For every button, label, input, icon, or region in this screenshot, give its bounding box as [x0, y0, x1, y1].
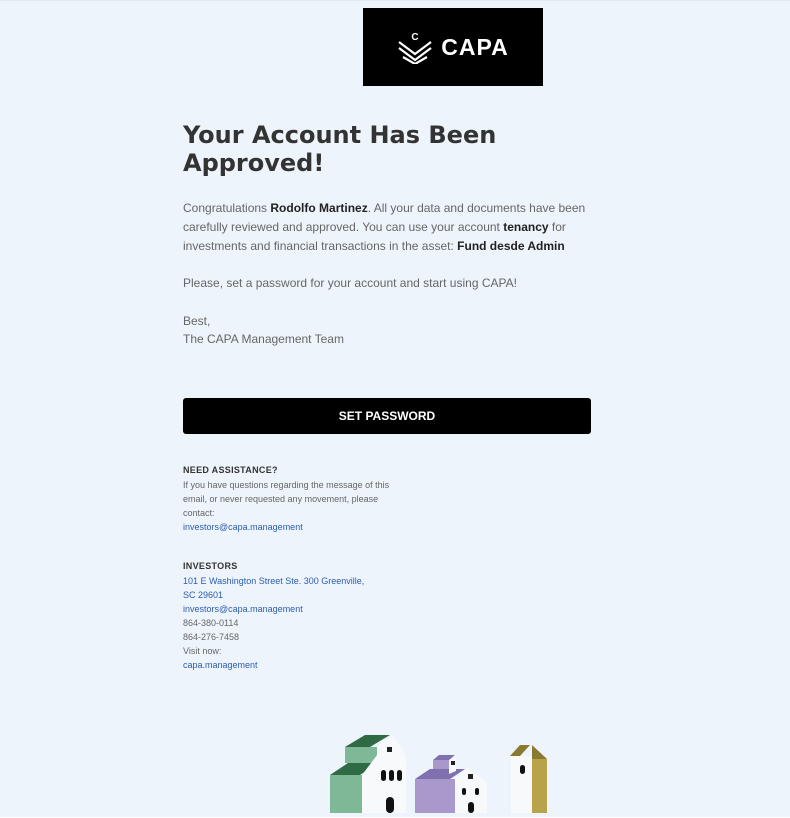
instruction-text: Please, set a password for your account and start using CAPA!: [183, 276, 517, 290]
message-text-2: for investments and financial transactions in the asset:: [183, 220, 566, 253]
signoff: [183, 312, 603, 348]
capa-mark-letter: C: [411, 32, 419, 43]
visit-label: Visit now:: [183, 646, 222, 656]
asset-name: Fund desde Admin: [457, 239, 565, 253]
greeting-prefix: Congratulations: [183, 201, 271, 215]
approval-message: [183, 199, 603, 256]
website-link[interactable]: capa.management: [183, 660, 258, 670]
investors-title: INVESTORS: [183, 561, 238, 571]
investors-section: [183, 559, 393, 672]
signoff-closing: Best,: [183, 314, 211, 328]
address-link-line1[interactable]: 101 E Washington Street Ste. 300 Greenville,: [183, 576, 365, 586]
assistance-section: [183, 463, 393, 534]
assistance-email-link[interactable]: investors@capa.management: [183, 522, 303, 532]
phone-1: 864-380-0114: [183, 618, 239, 628]
capa-mark-icon: [397, 30, 433, 64]
capa-logo: [363, 8, 543, 86]
user-name: Rodolfo Martinez: [270, 201, 368, 215]
capa-logo-text: CAPA: [441, 33, 509, 60]
account-type: tenancy: [503, 220, 549, 234]
investors-email-link[interactable]: investors@capa.management: [183, 604, 303, 614]
houses-illustration: [320, 731, 560, 818]
assistance-title: NEED ASSISTANCE?: [183, 465, 278, 475]
message-text-1: . All your data and documents have been carefully reviewed and approved. You can use your account: [183, 201, 586, 234]
phone-2: 864-276-7458: [183, 632, 240, 642]
page-title: Your Account Has Been Approved!: [183, 121, 497, 177]
signoff-team: The CAPA Management Team: [183, 332, 344, 346]
address-link-line2[interactable]: SC 29601: [183, 590, 224, 600]
set-password-button[interactable]: SET PASSWORD: [183, 398, 591, 434]
assistance-text: If you have questions regarding the message of this email, or never requested any movement, please contact:: [183, 480, 390, 518]
